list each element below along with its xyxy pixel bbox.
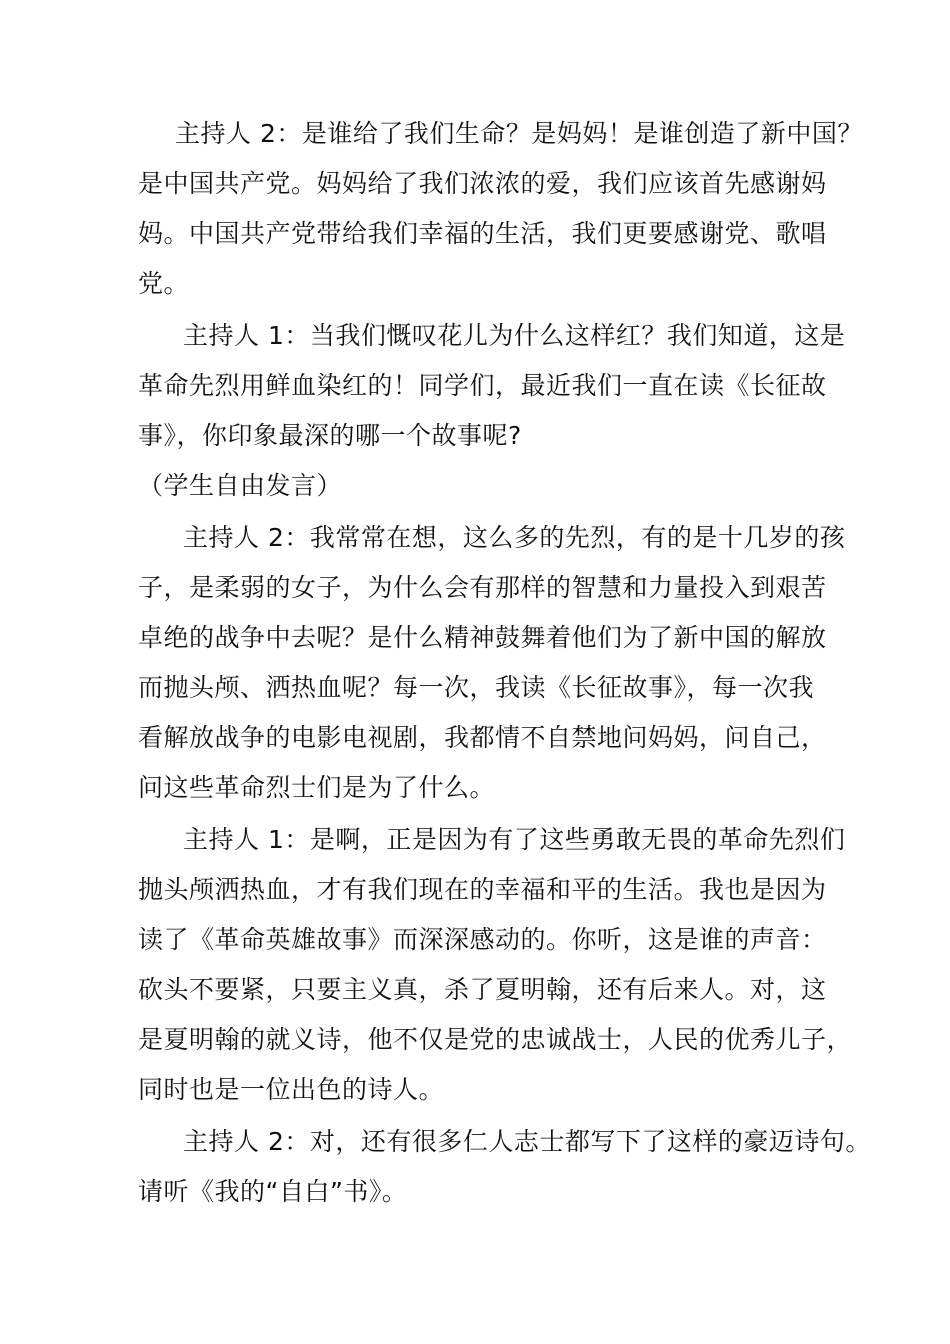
paragraph-1-line-4: 党。: [138, 269, 190, 298]
paragraph-1-line-3: 妈。中国共产党带给我们幸福的生活，我们更要感谢党、歌唱: [138, 219, 827, 248]
paragraph-5-line-1: 主持人 1：是啊，正是因为有了这些勇敢无畏的革命先烈们: [183, 825, 846, 854]
paragraph-4-line-4: 而抛头颅、洒热血呢？每一次，我读《长征故事》，每一次我: [138, 673, 815, 702]
paragraph-2-line-2: 革命先烈用鲜血染红的！同学们，最近我们一直在读《长征故: [138, 371, 827, 400]
paragraph-5-line-6: 同时也是一位出色的诗人。: [138, 1075, 445, 1104]
paragraph-5-line-5: 是夏明翰的就义诗，他不仅是党的忠诚战士，人民的优秀儿子，: [138, 1025, 853, 1054]
paragraph-4-line-1: 主持人 2：我常常在想，这么多的先烈，有的是十几岁的孩: [183, 523, 846, 552]
paragraph-3-line-1: （学生自由发言）: [138, 471, 343, 500]
paragraph-1-line-1: 主持人 2：是谁给了我们生命？是妈妈！是谁创造了新中国？: [175, 119, 863, 148]
paragraph-1-line-2: 是中国共产党。妈妈给了我们浓浓的爱，我们应该首先感谢妈: [138, 169, 827, 198]
paragraph-6-line-1: 主持人 2：对，还有很多仁人志士都写下了这样的豪迈诗句。: [183, 1127, 871, 1156]
paragraph-5-line-2: 抛头颅洒热血，才有我们现在的幸福和平的生活。我也是因为: [138, 875, 827, 904]
paragraph-5-line-3: 读了《革命英雄故事》而深深感动的。你听，这是谁的声音：: [138, 925, 827, 954]
paragraph-2-line-3: 事》，你印象最深的哪一个故事呢?: [138, 421, 522, 450]
paragraph-4-line-2: 子，是柔弱的女子，为什么会有那样的智慧和力量投入到艰苦: [138, 573, 827, 602]
paragraph-4-line-5: 看解放战争的电影电视剧，我都情不自禁地问妈妈，问自己，: [138, 723, 827, 752]
paragraph-2-line-1: 主持人 1：当我们慨叹花儿为什么这样红？我们知道，这是: [183, 321, 846, 350]
paragraph-5-line-4: 砍头不要紧，只要主义真，杀了夏明翰，还有后来人。对，这: [138, 975, 827, 1004]
paragraph-6-line-2: 请听《我的“自白”书》。: [138, 1177, 408, 1206]
paragraph-4-line-6: 问这些革命烈士们是为了什么。: [138, 773, 496, 802]
paragraph-4-line-3: 卓绝的战争中去呢？是什么精神鼓舞着他们为了新中国的解放: [138, 623, 827, 652]
